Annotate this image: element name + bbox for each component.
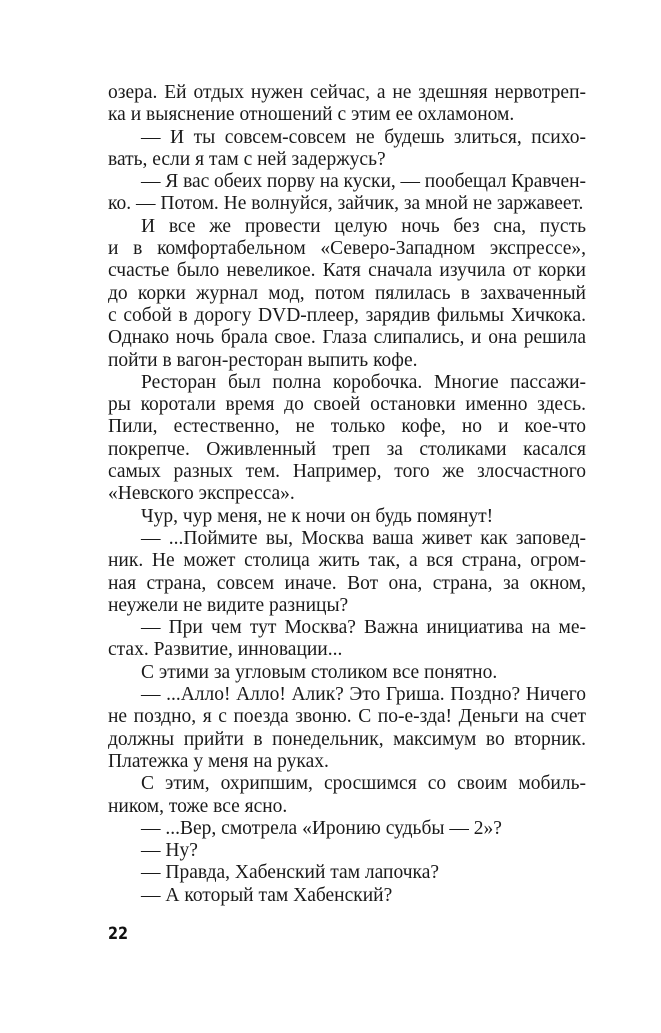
text-line: Однако ночь брала свое. Глаза слипались, и она решила xyxy=(108,327,586,349)
text-line: — ...Алло! Алло! Алик? Это Гриша. Поздно? Ничего xyxy=(141,684,586,706)
text-line: И все же провести целую ночь без сна, пусть xyxy=(141,215,586,237)
text-line: не поздно, я с поезда звоню. С по-е-зда! Деньги на счет xyxy=(108,706,586,728)
text-line: счастье было невеликое. Катя сначала изучила от корки xyxy=(108,260,586,282)
text-line: ная страна, совсем иначе. Вот она, страна, за окном, xyxy=(108,572,586,594)
text-line: ником, тоже все ясно. xyxy=(108,795,288,817)
text-line: С этим, охрипшим, сросшимся со своим мобиль- xyxy=(141,773,586,795)
text-line: — Я вас обеих порву на куски, — пообещал Кравчен- xyxy=(141,171,586,193)
text-line: вать, если я там с ней задержусь? xyxy=(108,148,386,170)
text-line: озера. Ей отдых нужен сейчас, а не здешняя нервотреп- xyxy=(108,82,586,103)
text-line: — И ты совсем-совсем не будешь злиться, психо- xyxy=(141,126,586,148)
text-line: самых разных тем. Например, того же злосчастного xyxy=(108,461,586,483)
text-line: — При чем тут Москва? Важна инициатива на ме- xyxy=(141,617,586,639)
text-line: — А который там Хабенский? xyxy=(141,884,393,906)
text-line: — ...Вер, смотрела «Иронию судьбы — 2»? xyxy=(141,817,502,839)
page-number: 22 xyxy=(108,924,129,944)
text-line: ник. Не может столица жить так, а вся страна, огром- xyxy=(108,550,586,572)
book-page-text xyxy=(108,82,586,907)
text-line: Пили, естественно, не только кофе, но и кое-что xyxy=(108,416,586,438)
text-line: — Правда, Хабенский там лапочка? xyxy=(141,862,440,884)
text-line: — Ну? xyxy=(141,840,198,862)
text-line: Ресторан был полна коробочка. Многие пассажи- xyxy=(141,371,586,393)
text-line: ко. — Потом. Не волнуйся, зайчик, за мной не заржавеет. xyxy=(108,193,584,215)
text-line: Платежка у меня на руках. xyxy=(108,750,329,772)
text-line: «Невского экспресса». xyxy=(108,483,295,505)
text-line: С этими за угловым столиком все понятно. xyxy=(141,661,498,683)
text-line: ка и выяснение отношений с этим ее охламоном. xyxy=(108,104,515,126)
text-line: покрепче. Оживленный треп за столиками касался xyxy=(108,438,586,460)
text-line: пойти в вагон-ресторан выпить кофе. xyxy=(108,349,418,371)
text-line: Чур, чур меня, не к ночи он будь помянут! xyxy=(141,505,494,527)
text-line: до корки журнал мод, потом пялилась в захваченный xyxy=(108,282,586,304)
text-line: ры коротали время до своей остановки именно здесь. xyxy=(108,394,586,416)
text-line: с собой в дорогу DVD-плеер, зарядив фильмы Хичкока. xyxy=(108,304,586,326)
text-line: должны прийти в понедельник, максимум во вторник. xyxy=(108,728,586,750)
text-line: стах. Развитие, инновации... xyxy=(108,639,343,661)
text-line: — ...Поймите вы, Москва ваша живет как заповед- xyxy=(141,527,586,549)
text-line: неужели не видите разницы? xyxy=(108,594,349,616)
text-line: и в комфортабельном «Северо-Западном экспрессе», xyxy=(108,238,586,260)
